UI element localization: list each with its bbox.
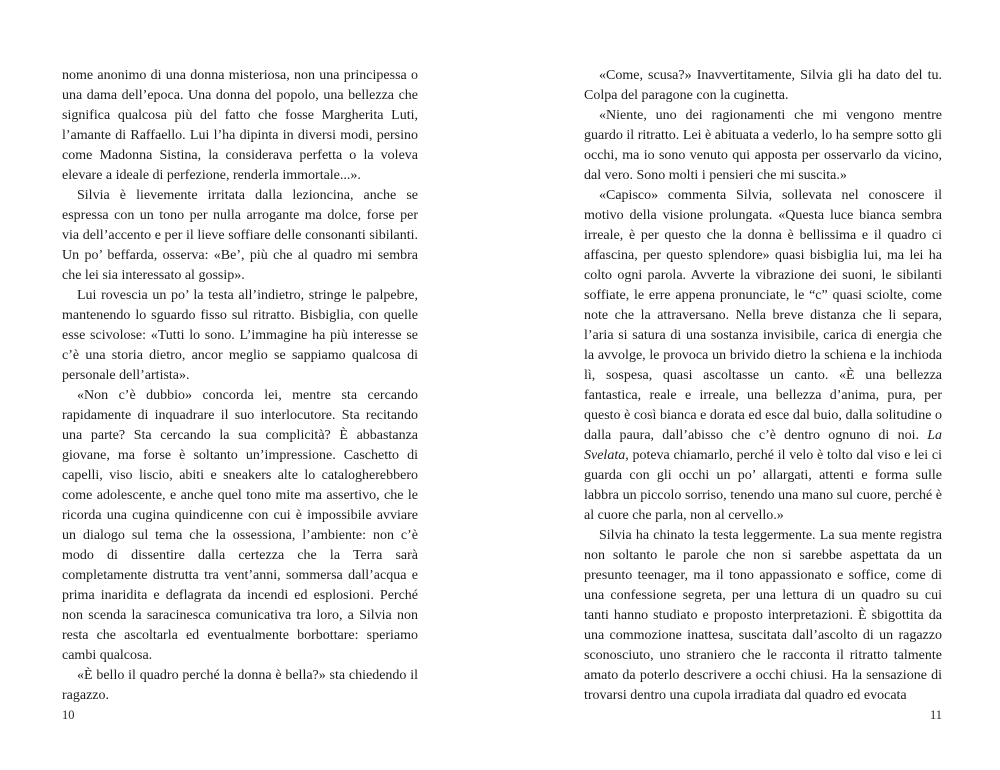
paragraph: [584, 186, 942, 526]
book-title-italic: La Svelata: [584, 428, 942, 463]
paragraph-text: , poteva chiamarlo, perché il velo è tolto dal viso e lei ci guarda con gli occhi un po’ allargati, attenti e forma sulle labbra un piccolo sorriso, tenendo una mano sul cuore, perché è al cuore che parla, non al cervello.»: [584, 448, 942, 523]
paragraph: Lui rovescia un po’ la testa all’indietro, stringe le palpebre, mantenendo lo sguardo fisso sul ritratto. Bisbiglia, con quelle esse scivolose: «Tutti lo sono. L’immagine ha più interesse se c’è una storia dietro, ancor meglio se sappiamo qualcosa di personale dell’artista».: [62, 288, 418, 383]
page-number: 10: [62, 708, 75, 722]
paragraph: Silvia ha chinato la testa leggermente. La sua mente registra non soltanto le parole che non si sarebbe aspettata da un presunto teenager, ma il tono appassionato e soffice, come di una confessione segreta, per una lettura di un quadro su cui tanti hanno studiato e proposto interpretazioni. È sbigottita da una commozione inattesa, suscitata dall’ascolto di un ragazzo sconosciuto, uno straniero che le racconta il ritratto talmente amato da poterlo descrivere a occhi chiusi. Ha la sensazione di trovarsi dentro una cupola irradiata dal quadro ed evocata: [584, 528, 942, 703]
paragraph: «Non c’è dubbio» concorda lei, mentre sta cercando rapidamente di inquadrare il suo interlocutore. Sta recitando una parte? Sta cercando la sua complicità? È abbastanza giovane, ma forse è soltanto un’impressione. Caschetto di capelli, viso liscio, abiti e sneakers alte lo catalogherebbero come adolescente, e anche quel tono mite ma assertivo, che le ricorda una cugina quindicenne con cui è impossibile avviare un dialogo sul tema che la ossessiona, l’ambiente: non c’è modo di dissentire dalla certezza che la Terra sarà completamente distrutta tra vent’anni, sommersa dall’acqua e prima inaridita e deflagrata da incendi ed esplosioni. Perché non scenda la saracinesca comunicativa tra loro, a Silvia non resta che ascoltarla ed eventualmente borbottare: speriamo cambi qualcosa.: [62, 388, 418, 663]
paragraph: «Niente, uno dei ragionamenti che mi vengono mentre guardo il ritratto. Lei è abituata a vederlo, lo ha sempre sotto gli occhi, ma io sono venuto qui apposta per osservarlo da vicino, dal vero. Sono molti i pensieri che mi suscita.»: [584, 108, 942, 183]
paragraph: nome anonimo di una donna misteriosa, non una principessa o una dama dell’epoca. Una donna del popolo, una bellezza che significa qualcosa più del fatto che fosse Margherita Luti, l’amante di Raffaello. Lui l’ha dipinta in diversi modi, persino come Madonna Sistina, la considerava perfetta o la voleva elevare a ideale di perfezione, renderla immortale...».: [62, 68, 418, 183]
paragraph: Silvia è lievemente irritata dalla lezioncina, anche se espressa con un tono per nulla arrogante ma dolce, forse per via dell’accento e per il lieve soffiare delle consonanti sibilanti. Un po’ beffarda, osserva: «Be’, più che al quadro mi sembra che lei sia interessato al gossip».: [62, 188, 418, 283]
page-number: 11: [929, 708, 942, 722]
right-page: [584, 66, 942, 706]
paragraph-text: «Capisco» commenta Silvia, sollevata nel conoscere il motivo della visione prolungata. «Questa luce bianca sembra irreale, è per questo che la donna è bellissima e il quadro ci affascina, per questo splendore» quasi bisbiglia lui, ma lei ha colto ogni parola. Avverte la vibrazione dei suoni, le sibilanti soffiate, le erre appena pronunciate, le “c” quasi sciolte, come note che la attraversano. Nella breve distanza che li separa, l’aria si satura di una sostanza invisibile, carica di energia che la avvolge, le provoca un brivido dietro la schiena e la inchioda lì, sospesa, quasi ascoltasse un canto. «È una bellezza fantastica, reale e irreale, una bellezza d’anima, pura, per questo è così bianca e dorata ed esce dal buio, dalla solitudine o dalla paura, dall’abisso che c’è dentro ognuno di noi.: [584, 188, 942, 443]
left-page: [62, 66, 418, 706]
paragraph: «È bello il quadro perché la donna è bella?» sta chiedendo il ragazzo.: [62, 668, 418, 703]
paragraph: «Come, scusa?» Inavvertitamente, Silvia gli ha dato del tu. Colpa del paragone con la cuginetta.: [584, 68, 942, 103]
